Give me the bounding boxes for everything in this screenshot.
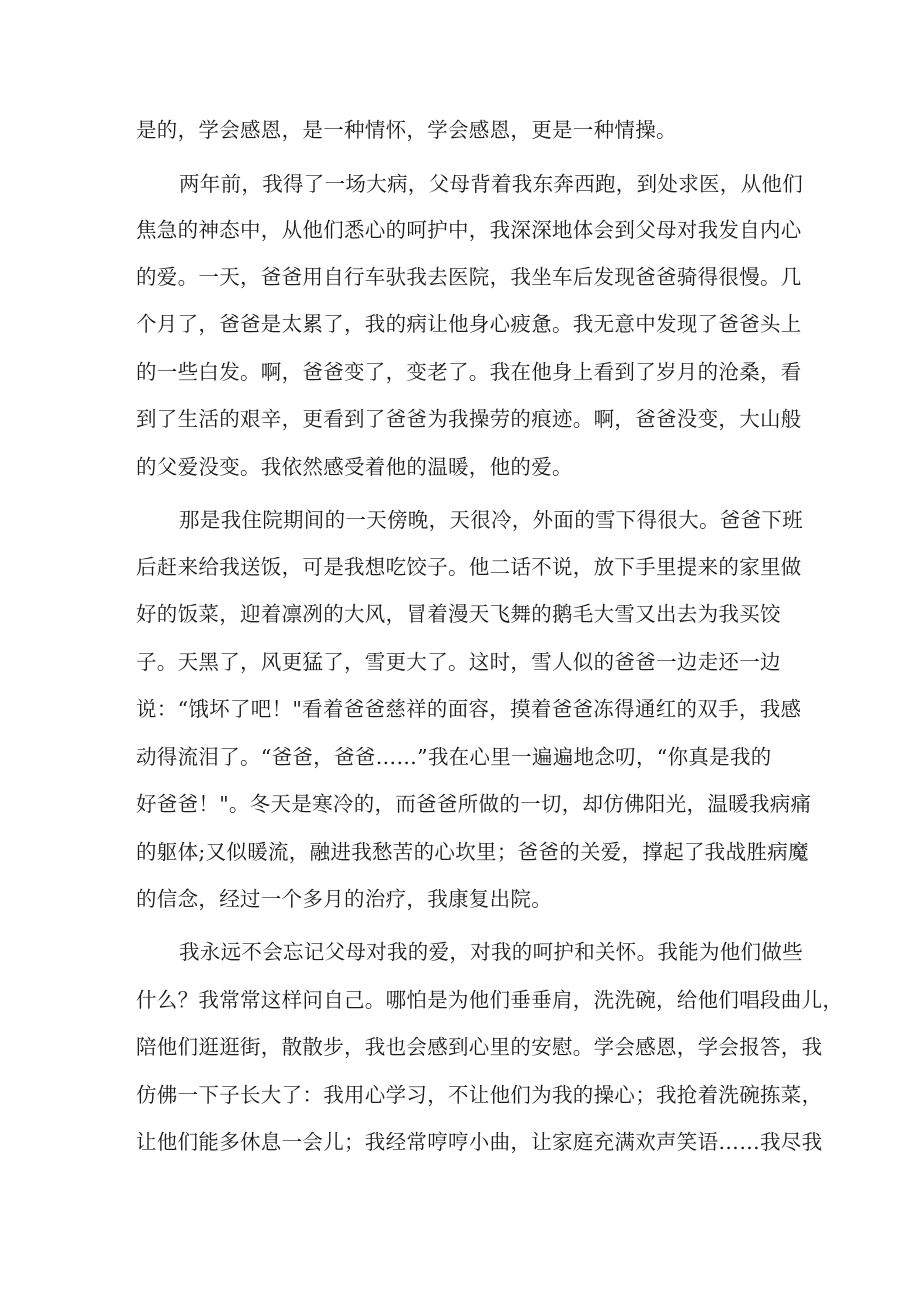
- text-line: 的躯体;又似暖流，融进我愁苦的心坎里；爸爸的关爱，撑起了我战胜病魔: [136, 840, 809, 864]
- text-line: 到了生活的艰辛，更看到了爸爸为我操劳的痕迹。啊，爸爸没变，大山般: [136, 407, 802, 431]
- text-line: 陪他们逛逛街，散散步，我也会感到心里的安慰。学会感恩，学会报答，我: [136, 1035, 823, 1059]
- text-line: 什么？我常常这样问自己。哪怕是为他们垂垂肩，洗洗碗，给他们唱段曲儿，: [136, 988, 844, 1012]
- text-line: 的爱。一天，爸爸用自行车驮我去医院，我坐车后发现爸爸骑得很慢。几: [136, 265, 802, 289]
- text-line: 说：“饿坏了吧！"看着爸爸慈祥的面容，摸着爸爸冻得通红的双手，我感: [136, 697, 802, 721]
- text-line: 是的，学会感恩，是一种情怀，学会感恩，更是一种情操。: [136, 118, 677, 142]
- paragraph-start-line: 那是我住院期间的一天傍晚，天很冷，外面的雪下得很大。爸爸下班: [179, 508, 803, 532]
- text-line: 仿佛一下子长大了：我用心学习，不让他们为我的操心；我抢着洗碗拣菜，: [136, 1083, 823, 1107]
- text-line: 让他们能多休息一会儿；我经常哼哼小曲，让家庭充满欢声笑语……我尽我: [136, 1130, 823, 1154]
- text-line: 个月了，爸爸是太累了，我的病让他身心疲惫。我无意中发现了爸爸头上: [136, 312, 802, 336]
- text-line: 的一些白发。啊，爸爸变了，变老了。我在他身上看到了岁月的沧桑，看: [136, 360, 802, 384]
- text-line: 子。天黑了，风更猛了，雪更大了。这时，雪人似的爸爸一边走还一边: [136, 650, 781, 674]
- text-line: 的信念，经过一个多月的治疗，我康复出院。: [136, 887, 552, 911]
- text-line: 的父爱没变。我依然感受着他的温暖，他的爱。: [136, 455, 573, 479]
- text-line: 动得流泪了。“爸爸，爸爸……”我在心里一遍遍地念叨，“你真是我的: [136, 745, 772, 769]
- text-line: 好爸爸！"。冬天是寒冷的，而爸爸所做的一切，却仿佛阳光，温暖我病痛: [136, 792, 812, 816]
- paragraph-start-line: 我永远不会忘记父母对我的爱，对我的呵护和关怀。我能为他们做些: [179, 940, 803, 964]
- text-line: 后赶来给我送饭，可是我想吃饺子。他二话不说，放下手里提来的家里做: [136, 555, 802, 579]
- paragraph-start-line: 两年前，我得了一场大病，父母背着我东奔西跑，到处求医，从他们: [179, 172, 803, 196]
- text-line: 焦急的神态中，从他们悉心的呵护中，我深深地体会到父母对我发自内心: [136, 218, 802, 242]
- text-line: 好的饭菜，迎着凛冽的大风，冒着漫天飞舞的鹅毛大雪又出去为我买饺: [136, 602, 781, 626]
